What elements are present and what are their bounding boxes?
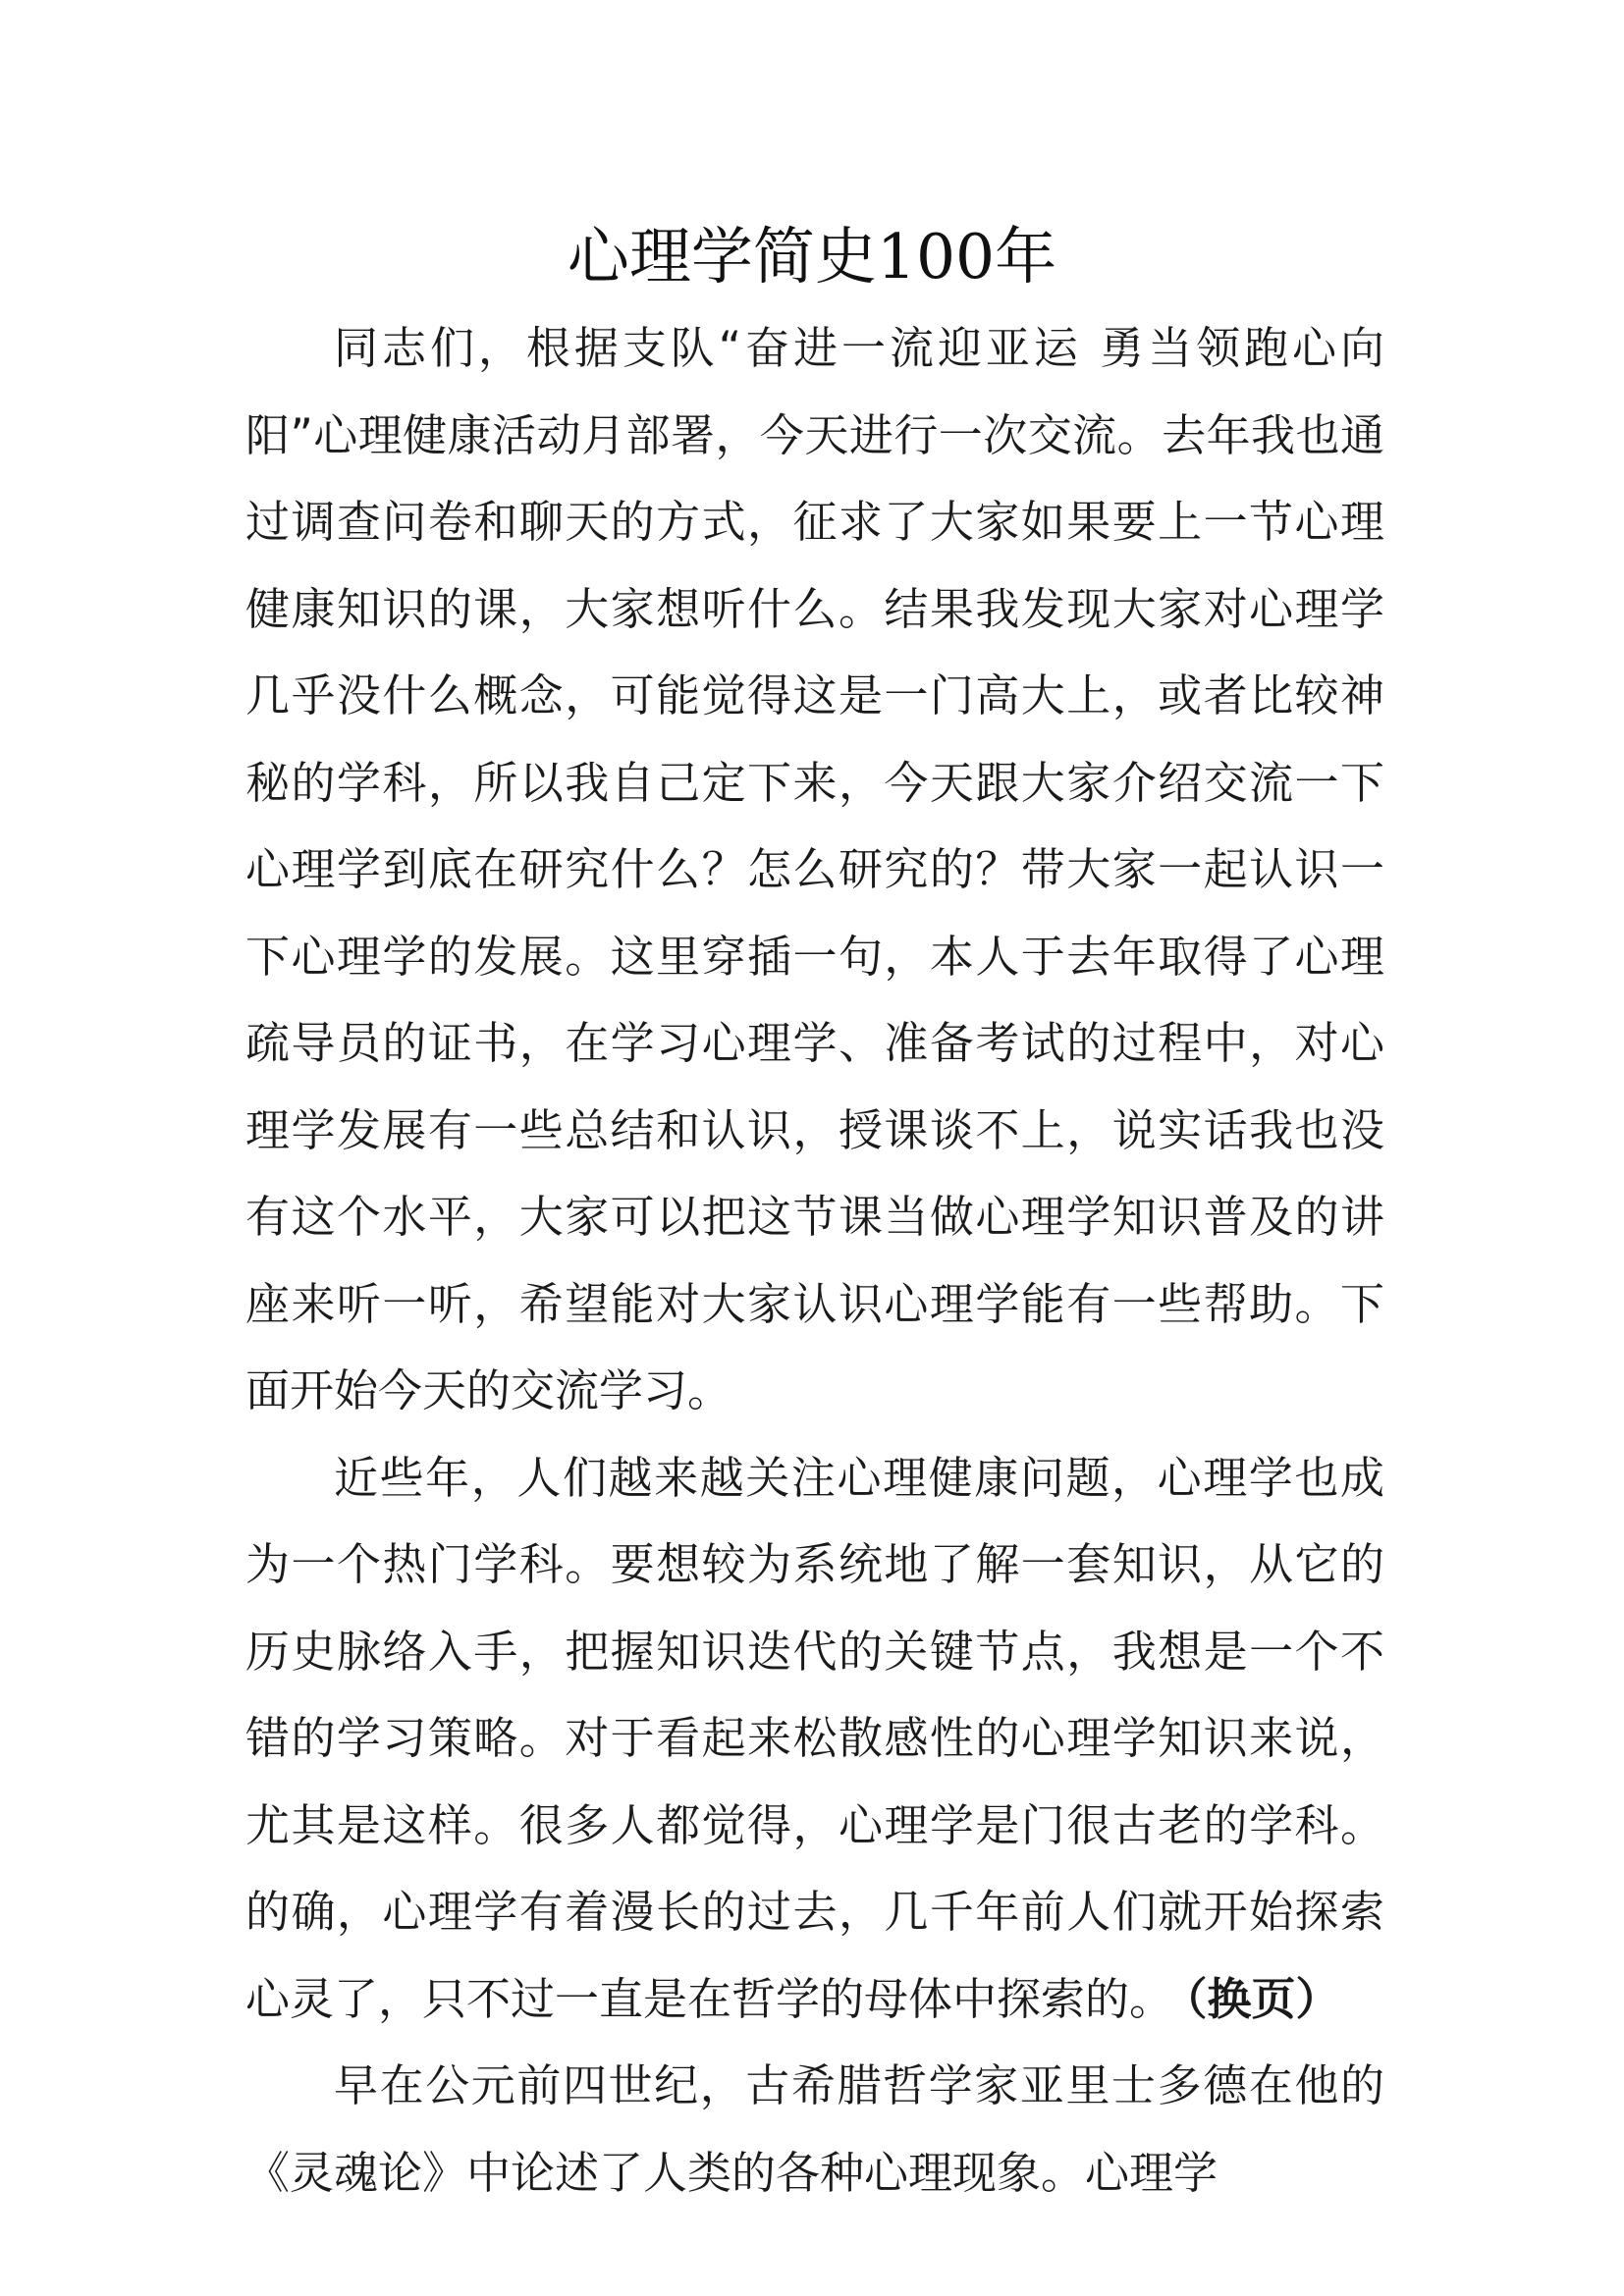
paragraph-3-text: 早在公元前四世纪，古希腊哲学家亚里士多德在他的《灵魂论》中论述了人类的各种心理现象。心理学 xyxy=(245,2059,1384,2199)
paragraph-1 xyxy=(245,305,1384,1435)
paragraph-3 xyxy=(245,2043,1384,2216)
paragraph-1-text: 同志们，根据支队“奋进一流迎亚运 勇当领跑心向阳”心理健康活动月部署，今天进行一次交流。去年我也通过调查问卷和聊天的方式，征求了大家如果要上一节心理健康知识的课，大家想听什么。结果我发现大家对心理学几乎没什么概念，可能觉得这是一门高大上，或者比较神秘的学科，所以我自己定下来，今天跟大家介绍交流一下心理学到底在研究什么？怎么研究的？带大家一起认识一下心理学的发展。这里穿插一句，本人于去年取得了心理疏导员的证书，在学习心理学、准备考试的过程中，对心理学发展有一些总结和认识，授课谈不上，说实话我也没有这个水平，大家可以把这节课当做心理学知识普及的讲座来听一听，希望能对大家认识心理学能有一些帮助。下面开始今天的交流学习。 xyxy=(245,322,1384,1416)
paragraph-2 xyxy=(245,1435,1384,2044)
document-body xyxy=(245,305,1384,2216)
page-break-note: （换页） xyxy=(1185,1972,1340,2025)
paragraph-2-text: 近些年，人们越来越关注心理健康问题，心理学也成为一个热门学科。要想较为系统地了解一套知识，从它的历史脉络入手，把握知识迭代的关键节点，我想是一个不错的学习策略。对于看起来松散感性的心理学知识来说，尤其是这样。很多人都觉得，心理学是门很古老的学科。的确，心理学有着漫长的过去，几千年前人们就开始探索心灵了，只不过一直是在哲学的母体中探索的。 xyxy=(245,1451,1384,2025)
document-title: 心理学简史100年 xyxy=(567,221,1057,293)
